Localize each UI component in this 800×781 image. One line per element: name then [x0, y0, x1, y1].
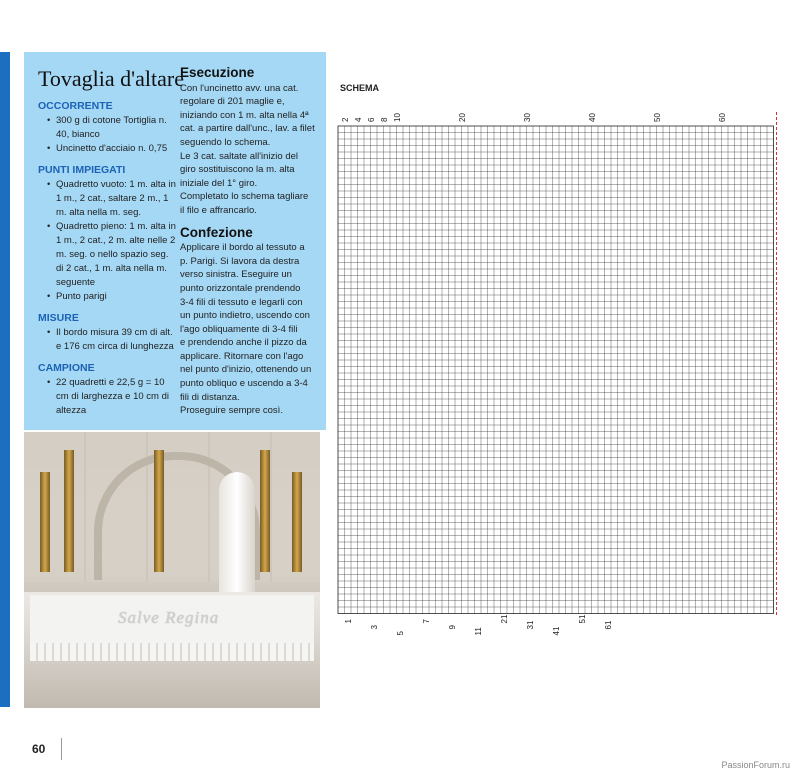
list-item: • Quadretto pieno: 1 m. alta in 1 m., 2 cat., 2 m. alte nelle 2 m. seg. o nello spazio seg. di 2 cat., 1 m. alta nella m. seguente: [48, 220, 176, 290]
punti-heading: PUNTI IMPIEGATI: [38, 164, 126, 176]
candlestick: [292, 472, 302, 572]
column-label: 4: [353, 117, 363, 122]
cloth-embroidery-text: Salve Regina: [118, 608, 220, 627]
column-label: 10: [392, 113, 402, 122]
list-item: • 300 g di cotone Tortiglia n. 40, bianco: [48, 114, 176, 142]
row-label: 5: [396, 631, 405, 636]
row-label: 1: [344, 619, 353, 624]
row-label: 61: [604, 620, 613, 630]
chart-frame: [338, 126, 774, 614]
confezione-heading: Confezione: [180, 224, 253, 240]
row-label: 3: [370, 625, 379, 630]
blue-edge-strip: [0, 52, 10, 707]
campione-heading: CAMPIONE: [38, 362, 95, 374]
misure-heading: MISURE: [38, 312, 79, 324]
column-label: 20: [457, 113, 467, 122]
confezione-text: Applicare il bordo al tessuto a p. Parigi. Si lavora da destra verso sinistra. Eseguire un punto orizzontale prendendo 3-4 fili di tessuto e legarli con un punto indietro, uscendo con l'ago obliquamente di 3-4 fili e prendendo anche il pizzo da applicare. Ritornare con l'ago nel punto d'inizio, ottenendo un punto obliquo e uscendo a 3-4 fili di distanza. Proseguire sempre così.: [180, 242, 312, 417]
page-title: Tovaglia d'altare: [38, 66, 184, 91]
row-label: 11: [474, 627, 483, 636]
candlestick: [40, 472, 50, 572]
instructions-column: [180, 66, 322, 426]
occorrente-heading: OCCORRENTE: [38, 100, 113, 112]
list-item: • 22 quadretti e 22,5 g = 10 cm di larghezza e 10 cm di altezza: [48, 376, 176, 418]
page-number: 60: [32, 742, 46, 756]
schema-title: SCHEMA: [340, 83, 380, 93]
column-label: 6: [366, 117, 376, 122]
row-label: 21: [500, 614, 509, 624]
list-item: • Il bordo misura 39 cm di alt. e 176 cm circa di lunghezza: [48, 326, 176, 354]
list-item: • Quadretto vuoto: 1 m. alta in 1 m., 2 cat., saltare 2 m., 1 m. alta nella m. seg.: [48, 178, 176, 220]
esecuzione-heading: Esecuzione: [180, 65, 255, 80]
row-label: 7: [422, 619, 431, 624]
column-label: 60: [717, 113, 727, 122]
candlestick: [154, 450, 164, 572]
column-label: 30: [522, 113, 532, 122]
candlestick: [64, 450, 74, 572]
column-label: 8: [379, 117, 389, 122]
madonna-statue: [219, 472, 255, 602]
column-label: 50: [652, 113, 662, 122]
lace-border: [30, 643, 314, 661]
esecuzione-text: Con l'uncinetto avv. una cat. regolare di 201 maglie e, iniziando con 1 m. alta nella 4ª cat. a partire dall'unc., lav. a filet seguendo lo schema. Le 3 cat. saltate all'inizio del giro sostituiscono la m. alta iniziale del 1° giro. Completato lo schema tagliare il filo e affrancarlo.: [180, 82, 315, 216]
column-label: 40: [587, 113, 597, 122]
row-label: 9: [448, 625, 457, 630]
altar-photo: [24, 432, 320, 708]
list-item: • Uncinetto d'acciaio n. 0,75: [48, 142, 176, 156]
page-divider: [61, 738, 62, 760]
column-label: 2: [340, 117, 350, 122]
row-label: 51: [578, 614, 587, 624]
list-item: • Punto parigi: [48, 290, 176, 304]
watermark: PassionForum.ru: [721, 760, 790, 770]
row-label: 31: [526, 620, 535, 630]
candlestick: [260, 450, 270, 572]
filet-chart: [330, 100, 780, 660]
row-label: 41: [552, 626, 561, 636]
